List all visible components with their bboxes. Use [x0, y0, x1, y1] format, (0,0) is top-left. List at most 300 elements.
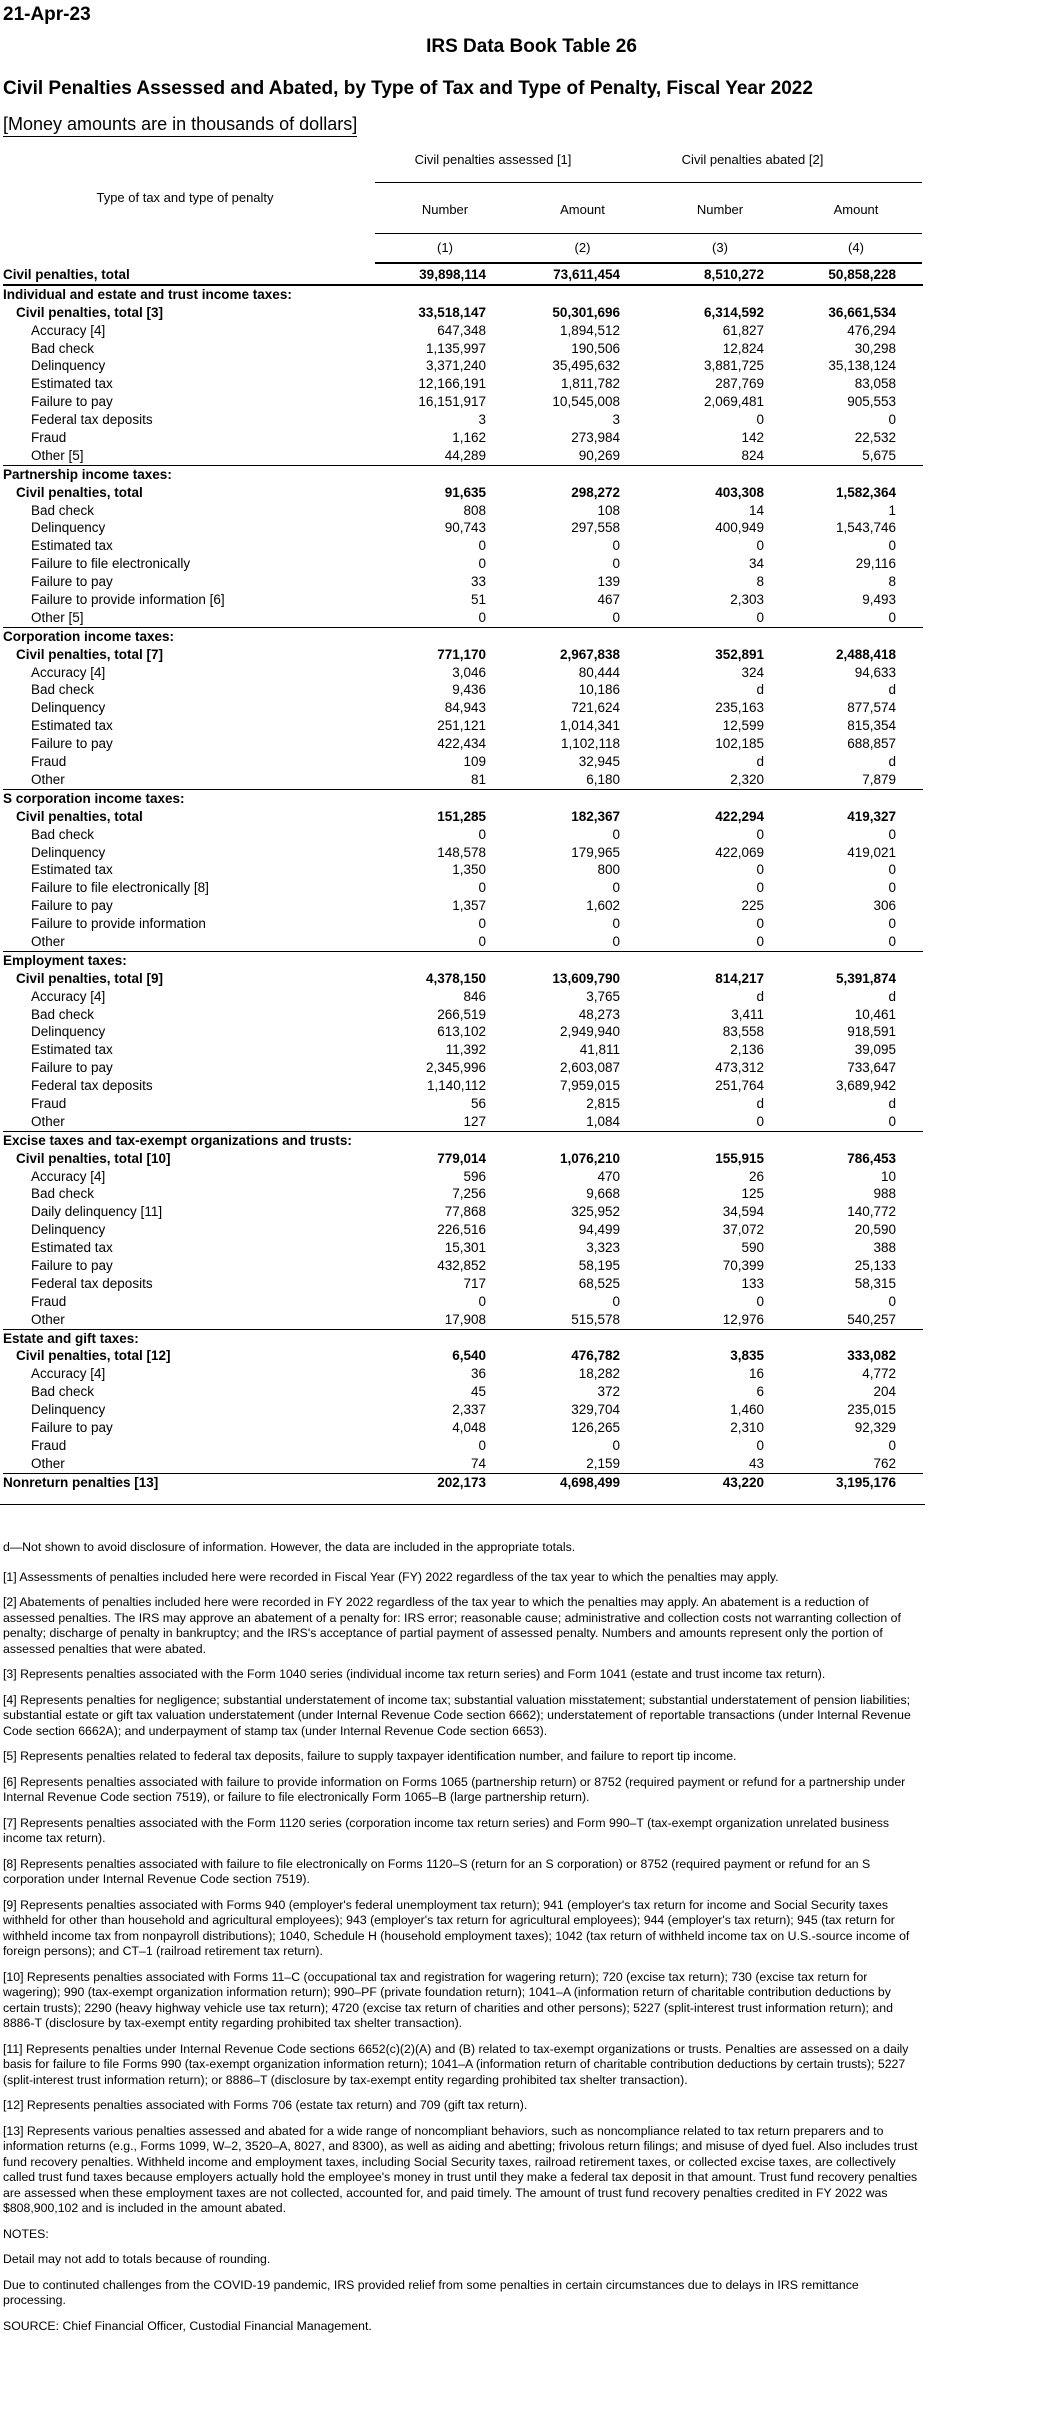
- cell-value: 0: [888, 412, 896, 428]
- cell-value: 109: [463, 754, 486, 770]
- cell-value: 717: [463, 1275, 486, 1291]
- table-row: [3, 1077, 923, 1095]
- cell-value: 0: [756, 862, 764, 878]
- row-label: Civil penalties, total: [16, 808, 143, 824]
- cell-value: 2,949,940: [559, 1024, 620, 1040]
- row-label: Other: [31, 933, 65, 949]
- row-label: Civil penalties, total [10]: [16, 1150, 171, 1166]
- cell-value: 29,116: [855, 556, 896, 572]
- footnote: [12] Represents penalties associated with Forms 706 (estate tax return) and 709 (gift tax return).: [3, 2098, 528, 2112]
- group-header-abated: Civil penalties abated [2]: [681, 152, 824, 167]
- cell-value: 8: [888, 574, 896, 590]
- table-row: [3, 1365, 923, 1383]
- cell-value: 422,294: [715, 808, 764, 824]
- cell-value: 74: [470, 1455, 486, 1471]
- row-label: Estimated tax: [31, 862, 113, 878]
- row-label: Delinquency: [31, 700, 106, 716]
- cell-value: 815,354: [847, 718, 896, 734]
- row-label: Delinquency: [31, 1024, 106, 1040]
- table-row: [3, 1383, 923, 1401]
- table-row: [3, 897, 923, 915]
- col-id-4: (4): [848, 240, 864, 255]
- cell-value: 10,461: [854, 1006, 896, 1022]
- row-label: Delinquency: [31, 520, 106, 536]
- cell-value: 81: [470, 771, 486, 787]
- cell-value: 297,558: [571, 520, 620, 536]
- row-label: Federal tax deposits: [31, 412, 153, 428]
- cell-value: 25,133: [854, 1257, 896, 1273]
- cell-value: d: [888, 754, 896, 770]
- cell-value: 0: [478, 916, 486, 932]
- cell-value: 61,827: [722, 322, 764, 338]
- row-label: Estimated tax: [31, 538, 113, 554]
- cell-value: 90,269: [578, 447, 620, 463]
- table-row: [3, 519, 923, 537]
- table-row: [3, 1059, 923, 1077]
- footnote: [2] Abatements of penalties included here were recorded in FY 2022 regardless of the tax year to which the penalties may apply. An abatement is a reduction of assessed penalties. The IRS may approve an abatement of a penalty for: IRS error; reasonable cause; administrative and collection costs not warranting collection of penalty; discharge of penalty in bankruptcy; and the IRS's acceptance of partial payment of assessed penalty. Numbers and amounts represent only the portion of assessed penalties that were abated.: [3, 1595, 901, 1656]
- table-row: [3, 879, 923, 897]
- cell-value: 2,159: [586, 1455, 620, 1471]
- cell-value: 0: [888, 609, 896, 625]
- cell-value: 8: [756, 574, 764, 590]
- cell-value: 400,949: [715, 520, 764, 536]
- table-row: [3, 555, 923, 573]
- table-subtitle: Civil Penalties Assessed and Abated, by Type of Tax and Type of Penalty, Fiscal Year 2022: [3, 78, 813, 99]
- cell-value: 56: [470, 1095, 486, 1111]
- cell-value: 688,857: [847, 736, 896, 752]
- cell-value: 2,069,481: [703, 394, 764, 410]
- cell-value: d: [756, 1095, 764, 1111]
- row-label: Federal tax deposits: [31, 1275, 153, 1291]
- row-label: Accuracy [4]: [31, 1168, 106, 1184]
- cell-value: 7,959,015: [559, 1078, 620, 1094]
- cell-value: 235,015: [847, 1402, 896, 1418]
- cell-value: 1,811,782: [560, 376, 620, 392]
- table-row: [3, 664, 923, 682]
- cell-value: 68,525: [578, 1275, 620, 1291]
- row-label: Failure to provide information: [31, 916, 206, 932]
- table-row: [3, 1437, 923, 1455]
- footnote: d—Not shown to avoid disclosure of information. However, the data are included in the appropriate totals.: [3, 1540, 576, 1554]
- table-row: [3, 429, 923, 447]
- row-label-header: Type of tax and type of penalty: [96, 190, 274, 205]
- cell-value: 824: [741, 447, 764, 463]
- row-label: Civil penalties, total [9]: [16, 970, 164, 986]
- cell-value: 0: [612, 538, 620, 554]
- row-label: Fraud: [31, 1293, 67, 1309]
- cell-value: 5,391,874: [835, 970, 896, 986]
- row-label: Accuracy [4]: [31, 322, 106, 338]
- cell-value: 15,301: [444, 1240, 486, 1256]
- col-id-3: (3): [712, 240, 728, 255]
- table-row: [3, 1023, 923, 1041]
- cell-value: 9,668: [586, 1186, 620, 1202]
- cell-value: 190,506: [571, 340, 620, 356]
- row-label: Failure to pay: [31, 1257, 113, 1273]
- section-header-row: [3, 465, 923, 484]
- cell-value: 814,217: [715, 970, 764, 986]
- cell-value: 403,308: [715, 484, 764, 500]
- table-row: [3, 1401, 923, 1419]
- cell-value: 251,121: [437, 718, 486, 734]
- cell-value: 90,743: [444, 520, 486, 536]
- cell-value: 0: [478, 538, 486, 554]
- cell-value: 596: [463, 1168, 486, 1184]
- cell-value: 647,348: [437, 322, 486, 338]
- cell-value: 762: [873, 1455, 896, 1471]
- cell-value: 83,558: [722, 1024, 764, 1040]
- footnote: NOTES:: [3, 2226, 49, 2241]
- cell-value: 151,285: [437, 808, 486, 824]
- cell-value: 35,138,124: [828, 358, 896, 374]
- row-label: Delinquency: [31, 1222, 106, 1238]
- table-row: [3, 1455, 923, 1473]
- row-label: Bad check: [31, 1186, 95, 1202]
- cell-value: 733,647: [847, 1060, 896, 1076]
- cell-value: 721,624: [571, 700, 620, 716]
- cell-value: 10,545,008: [552, 394, 620, 410]
- cell-value: 771,170: [437, 646, 486, 662]
- cell-value: d: [756, 754, 764, 770]
- cell-value: 988: [873, 1186, 896, 1202]
- cell-value: 0: [612, 609, 620, 625]
- cell-value: 1,582,364: [835, 484, 896, 500]
- cell-value: 133: [741, 1275, 764, 1291]
- cell-value: 235,163: [715, 700, 764, 716]
- row-label: S corporation income taxes:: [3, 790, 185, 806]
- cell-value: 80,444: [578, 664, 620, 680]
- col-id-1: (1): [437, 240, 453, 255]
- cell-value: 1,350: [452, 862, 486, 878]
- row-label: Civil penalties, total [7]: [16, 646, 164, 662]
- footnote: [3] Represents penalties associated with the Form 1040 series (individual income tax return series) and Form 1041 (estate and trust income tax return).: [3, 1667, 826, 1681]
- table-row: [3, 861, 923, 879]
- table-row: [3, 266, 923, 285]
- row-label: Civil penalties, total [3]: [16, 304, 164, 320]
- cell-value: 2,815: [586, 1095, 620, 1111]
- table-row: [3, 753, 923, 771]
- footnote: [8] Represents penalties associated with failure to file electronically on Forms 1120–S (return for an S corporation) or 8752 (required payment or refund for an S corporation under Internal Revenue Code section 7519).: [3, 1856, 871, 1886]
- table-row: [3, 375, 923, 393]
- table-row: [3, 1257, 923, 1275]
- cell-value: 1,102,118: [560, 736, 620, 752]
- row-label: Employment taxes:: [3, 952, 127, 968]
- cell-value: 1,357: [452, 898, 486, 914]
- row-label: Bad check: [31, 1384, 95, 1400]
- cell-value: 4,378,150: [425, 970, 486, 986]
- cell-value: 7,256: [452, 1186, 486, 1202]
- cell-value: 2,337: [452, 1402, 486, 1418]
- table-row: [3, 484, 923, 502]
- cell-value: 786,453: [847, 1150, 896, 1166]
- cell-value: 4,048: [452, 1420, 486, 1435]
- cell-value: 58,195: [578, 1257, 620, 1273]
- cell-value: 204: [873, 1384, 896, 1400]
- cell-value: 9,436: [452, 682, 486, 698]
- table-row: [3, 1347, 923, 1365]
- row-label: Estimated tax: [31, 1042, 113, 1058]
- cell-value: 83,058: [854, 376, 896, 392]
- table-row: [3, 933, 923, 951]
- cell-value: 4,698,499: [559, 1474, 620, 1490]
- table-row: [3, 1311, 923, 1329]
- cell-value: 12,166,191: [418, 376, 486, 392]
- cell-value: 3,411: [731, 1006, 764, 1022]
- row-label: Failure to pay: [31, 1420, 113, 1435]
- table-bottom-rule: [0, 1504, 925, 1505]
- cell-value: 91,635: [444, 484, 486, 500]
- cell-value: 0: [888, 916, 896, 932]
- cell-value: 37,072: [722, 1222, 764, 1238]
- table-row: [3, 1041, 923, 1059]
- cell-value: 16,151,917: [418, 394, 486, 410]
- row-label: Bad check: [31, 340, 95, 356]
- cell-value: 33,518,147: [418, 304, 486, 320]
- cell-value: 41,811: [579, 1042, 620, 1058]
- cell-value: 48,273: [578, 1006, 620, 1022]
- cell-value: 6,180: [586, 771, 620, 787]
- cell-value: 43: [748, 1455, 764, 1471]
- cell-value: 476,782: [571, 1348, 620, 1364]
- cell-value: 77,868: [444, 1204, 486, 1220]
- cell-value: 0: [888, 1293, 896, 1309]
- section-header-row: [3, 627, 923, 646]
- cell-value: 10,186: [578, 682, 620, 698]
- cell-value: 51: [470, 592, 486, 608]
- cell-value: 2,303: [730, 592, 764, 608]
- row-label: Failure to pay: [31, 898, 113, 914]
- cell-value: 515,578: [571, 1311, 620, 1327]
- cell-value: 4,772: [862, 1366, 896, 1382]
- row-label: Civil penalties, total: [3, 267, 130, 282]
- footnotes: [3, 1540, 923, 2344]
- cell-value: 0: [612, 880, 620, 896]
- row-label: Failure to file electronically [8]: [31, 880, 209, 896]
- cell-value: 1,135,997: [425, 340, 486, 356]
- cell-value: 918,591: [847, 1024, 896, 1040]
- table-row: [3, 681, 923, 699]
- row-label: Civil penalties, total: [16, 484, 143, 500]
- cell-value: 70,399: [722, 1257, 764, 1273]
- cell-value: 45: [470, 1384, 486, 1400]
- row-label: Failure to pay: [31, 574, 113, 590]
- cell-value: 0: [888, 862, 896, 878]
- cell-value: 3,765: [586, 988, 620, 1004]
- footnote: Detail may not add to totals because of rounding.: [3, 2252, 271, 2266]
- cell-value: 306: [873, 898, 896, 914]
- cell-value: 11,392: [445, 1042, 486, 1058]
- cell-value: 0: [612, 916, 620, 932]
- row-label: Failure to pay: [31, 736, 113, 752]
- cell-value: 50,301,696: [552, 304, 620, 320]
- cell-value: 0: [888, 1437, 896, 1453]
- cell-value: 273,984: [571, 430, 620, 446]
- table-row: [3, 393, 923, 411]
- header-rule-bottom: [375, 262, 922, 264]
- cell-value: 0: [612, 556, 620, 572]
- cell-value: 352,891: [715, 646, 764, 662]
- table-row: [3, 1419, 923, 1437]
- table-row: [3, 1095, 923, 1113]
- row-label: Estate and gift taxes:: [3, 1330, 139, 1346]
- cell-value: 34,594: [722, 1204, 764, 1220]
- row-label: Accuracy [4]: [31, 988, 106, 1004]
- unit-note: [Money amounts are in thousands of dollars]: [3, 114, 357, 137]
- report-date: 21-Apr-23: [3, 4, 91, 25]
- cell-value: 179,965: [571, 844, 620, 860]
- row-label: Excise taxes and tax-exempt organizations and trusts:: [3, 1132, 352, 1148]
- cell-value: 0: [888, 1113, 896, 1129]
- row-label: Delinquency: [31, 844, 106, 860]
- cell-value: 1,084: [586, 1113, 620, 1129]
- row-label: Estimated tax: [31, 1240, 113, 1256]
- cell-value: 1: [888, 502, 896, 518]
- row-label: Estimated tax: [31, 376, 113, 392]
- cell-value: d: [888, 988, 896, 1004]
- cell-value: 0: [478, 880, 486, 896]
- cell-value: 127: [463, 1113, 486, 1129]
- cell-value: 0: [478, 826, 486, 842]
- cell-value: 126,265: [571, 1420, 620, 1435]
- cell-value: 36: [470, 1366, 486, 1382]
- cell-value: 16: [748, 1366, 764, 1382]
- cell-value: 22,532: [854, 430, 896, 446]
- cell-value: 139: [597, 574, 620, 590]
- cell-value: 10: [880, 1168, 896, 1184]
- cell-value: 1,162: [452, 430, 486, 446]
- cell-value: 0: [756, 826, 764, 842]
- cell-value: 2,603,087: [559, 1060, 620, 1076]
- row-label: Bad check: [31, 1006, 95, 1022]
- col-header-3: Number: [696, 202, 744, 217]
- col-id-2: (2): [574, 240, 591, 255]
- cell-value: 0: [478, 609, 486, 625]
- cell-value: d: [756, 988, 764, 1004]
- cell-value: 422,069: [715, 844, 764, 860]
- row-label: Other [5]: [31, 447, 84, 463]
- table-row: [3, 591, 923, 609]
- cell-value: 0: [888, 880, 896, 896]
- table-row: [3, 447, 923, 465]
- table-row: [3, 915, 923, 933]
- row-label: Failure to pay: [31, 394, 113, 410]
- table-row: [3, 808, 923, 826]
- header-rule-mid: [375, 233, 922, 234]
- cell-value: 3,195,176: [835, 1474, 896, 1490]
- cell-value: 419,021: [847, 844, 896, 860]
- footnote: [9] Represents penalties associated with Forms 940 (employer's federal unemployment tax return); 941 (employer's tax return for income and Social Security taxes withheld for other than household and agricultural employees); 943 (employer's tax return for agricultural employees); 944 (employer's tax return); 945 (tax return for withheld income tax from nonpayroll distributions); 1040, Schedule H (household employment taxes); 1042 (tax return of withheld income tax on U.S.-source income of foreign persons); and CT–1 (railroad retirement tax return).: [3, 1897, 910, 1958]
- cell-value: 50,858,228: [828, 267, 896, 282]
- cell-value: 142: [741, 430, 764, 446]
- row-label: Failure to pay: [31, 1060, 113, 1076]
- cell-value: 39,898,114: [419, 267, 486, 282]
- row-label: Bad check: [31, 826, 95, 842]
- cell-value: 1,602: [586, 898, 620, 914]
- cell-value: 26: [748, 1168, 764, 1184]
- cell-value: 102,185: [715, 736, 764, 752]
- cell-value: 12,599: [722, 718, 764, 734]
- header-rule-top: [375, 182, 922, 183]
- footnote: [5] Represents penalties related to federal tax deposits, failure to supply taxpayer identification number, and failure to report tip income.: [3, 1749, 737, 1763]
- cell-value: 58,315: [854, 1275, 896, 1291]
- table-row: [3, 735, 923, 753]
- row-label: Failure to provide information [6]: [31, 592, 225, 608]
- cell-value: 3,371,240: [425, 358, 486, 374]
- cell-value: 225: [741, 898, 764, 914]
- table-row: [3, 1113, 923, 1131]
- row-label: Civil penalties, total [12]: [16, 1348, 171, 1364]
- col-header-2: Amount: [560, 202, 605, 217]
- cell-value: 0: [612, 1437, 620, 1453]
- cell-value: 17,908: [444, 1311, 486, 1327]
- table-row: [3, 1168, 923, 1186]
- cell-value: 148,578: [437, 844, 486, 860]
- cell-value: 0: [888, 538, 896, 554]
- table-row: [3, 970, 923, 988]
- table-title: IRS Data Book Table 26: [426, 36, 637, 57]
- cell-value: 0: [756, 1437, 764, 1453]
- section-header-row: [3, 1131, 923, 1150]
- row-label: Bad check: [31, 682, 95, 698]
- cell-value: 266,519: [437, 1006, 486, 1022]
- footnote: [10] Represents penalties associated with Forms 11–C (occupational tax and registration for wagering return); 720 (excise tax return); 730 (excise tax return for wagering); 990 (tax-exempt organization information return); 990–PF (private foundation return); 1041–A (information return of charitable contribution deductions by certain trusts); 2290 (heavy highway vehicle use tax return); 4720 (excise tax return of charities and other persons); 5227 (split-interest trust information return); and 8886-T (disclosure by tax-exempt entity regarding prohibited tax shelter transaction).: [3, 1969, 893, 2030]
- cell-value: 3,881,725: [703, 358, 764, 374]
- table-row: [3, 1473, 923, 1492]
- row-label: Other: [31, 1311, 65, 1327]
- cell-value: 1,014,341: [559, 718, 620, 734]
- table-body: [3, 266, 923, 1492]
- row-label: Fraud: [31, 1437, 67, 1453]
- cell-value: 2,136: [730, 1042, 764, 1058]
- row-label: Daily delinquency [11]: [31, 1204, 163, 1220]
- table-row: [3, 1203, 923, 1221]
- cell-value: 20,590: [854, 1222, 896, 1238]
- table-row: [3, 1150, 923, 1168]
- cell-value: 6: [756, 1384, 764, 1400]
- row-label: Delinquency: [31, 358, 106, 374]
- table-row: [3, 1006, 923, 1024]
- cell-value: 422,434: [437, 736, 486, 752]
- footnote: [1] Assessments of penalties included here were recorded in Fiscal Year (FY) 2022 regardless of the tax year to which the penalties may apply.: [3, 1569, 779, 1584]
- row-label: Other: [31, 1113, 65, 1129]
- cell-value: 182,367: [571, 808, 620, 824]
- cell-value: 470: [597, 1168, 620, 1184]
- row-label: Federal tax deposits: [31, 1078, 153, 1094]
- cell-value: 84,943: [444, 700, 486, 716]
- row-label: Nonreturn penalties [13]: [3, 1474, 159, 1490]
- cell-value: 298,272: [571, 484, 620, 500]
- cell-value: 125: [741, 1186, 764, 1202]
- cell-value: 155,915: [715, 1150, 764, 1166]
- cell-value: 13,609,790: [552, 970, 620, 986]
- footnote: [11] Represents penalties under Internal Revenue Code sections 6652(c)(2)(A) and (B) related to tax-exempt organizations or trusts. Penalties are assessed on a daily basis for failure to file Forms 990 (tax-exempt organization information return); 1041–A (information return of charitable contribution deductions by certain trusts); 5227 (split-interest trust information return); or 8886–T (disclosure by tax-exempt entity regarding prohibited tax shelter transaction).: [3, 2041, 909, 2087]
- row-label: Other [5]: [31, 609, 84, 625]
- table-row: [3, 322, 923, 340]
- cell-value: 44,289: [444, 447, 486, 463]
- cell-value: 613,102: [437, 1024, 486, 1040]
- cell-value: 473,312: [715, 1060, 764, 1076]
- row-label: Failure to file electronically: [31, 556, 191, 572]
- cell-value: 1,460: [730, 1402, 764, 1418]
- footnote: SOURCE: Chief Financial Officer, Custodial Financial Management.: [3, 2318, 372, 2333]
- cell-value: 476,294: [847, 322, 896, 338]
- cell-value: 0: [756, 933, 764, 949]
- cell-value: 32,945: [578, 754, 620, 770]
- cell-value: 108: [597, 502, 620, 518]
- cell-value: 12,976: [722, 1311, 764, 1327]
- table-row: [3, 699, 923, 717]
- cell-value: 1,894,512: [559, 322, 620, 338]
